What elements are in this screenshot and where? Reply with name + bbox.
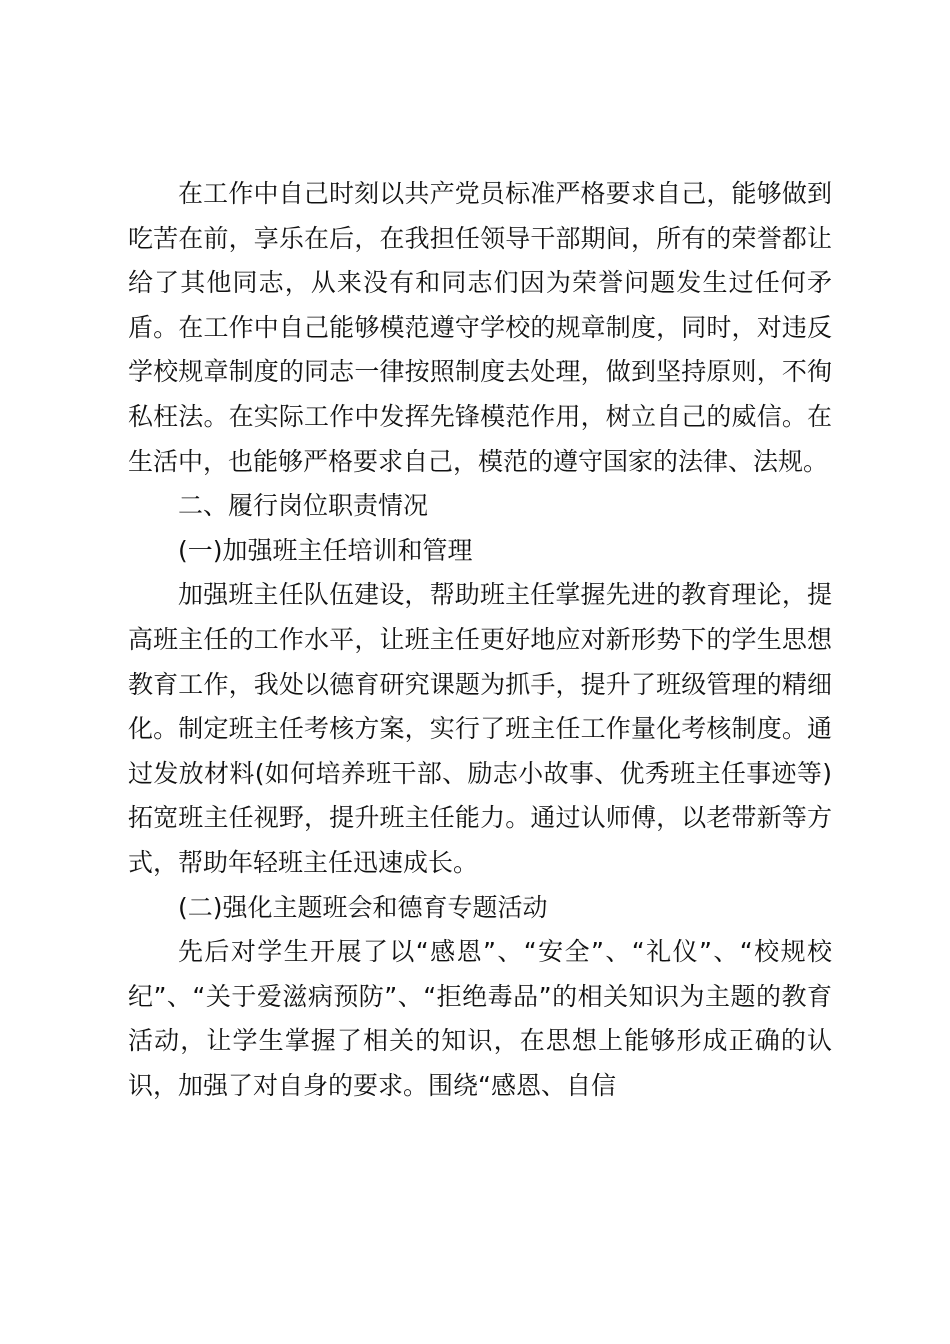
paragraph-teacher-training: 加强班主任队伍建设，帮助班主任掌握先进的教育理论，提高班主任的工作水平，让班主任更好地应对新形势下的学生思想教育工作，我处以德育研究课题为抓手，提升了班级管理的精细化。制定班主任考核方案，实行了班主任工作量化考核制度。通过发放材料(如何培养班干部、励志小故事、优秀班主任事迹等)拓宽班主任视野，提升班主任能力。通过认师傅，以老带新等方式，帮助年轻班主任迅速成长。 (128, 580, 832, 877)
paragraph-party-member-conduct: 在工作中自己时刻以共产党员标准严格要求自己，能够做到吃苦在前，享乐在后，在我担任领导干部期间，所有的荣誉都让给了其他同志，从来没有和同志们因为荣誉问题发生过任何矛盾。在工作中自己能够模范遵守学校的规章制度，同时，对违反学校规章制度的同志一律按照制度去处理，做到坚持原则，不徇私枉法。在实际工作中发挥先锋模范作用，树立自己的威信。在生活中，也能够严格要求自己，模范的遵守国家的法律、法规。 (128, 179, 832, 476)
subheading-theme-activities: (二)强化主题班会和德育专题活动 (178, 892, 548, 922)
document-page (128, 172, 832, 1108)
paragraph-theme-activities: 先后对学生开展了以“感恩”、“安全”、“礼仪”、“校规校纪”、“关于爱滋病预防”、“拒绝毒品”的相关知识为主题的教育活动，让学生掌握了相关的知识，在思想上能够形成正确的认识，加强了对自身的要求。围绕“感恩、自信 (128, 937, 832, 1100)
section-heading-duties: 二、履行岗位职责情况 (178, 491, 429, 521)
subheading-teacher-training: (一)加强班主任培训和管理 (178, 535, 473, 565)
